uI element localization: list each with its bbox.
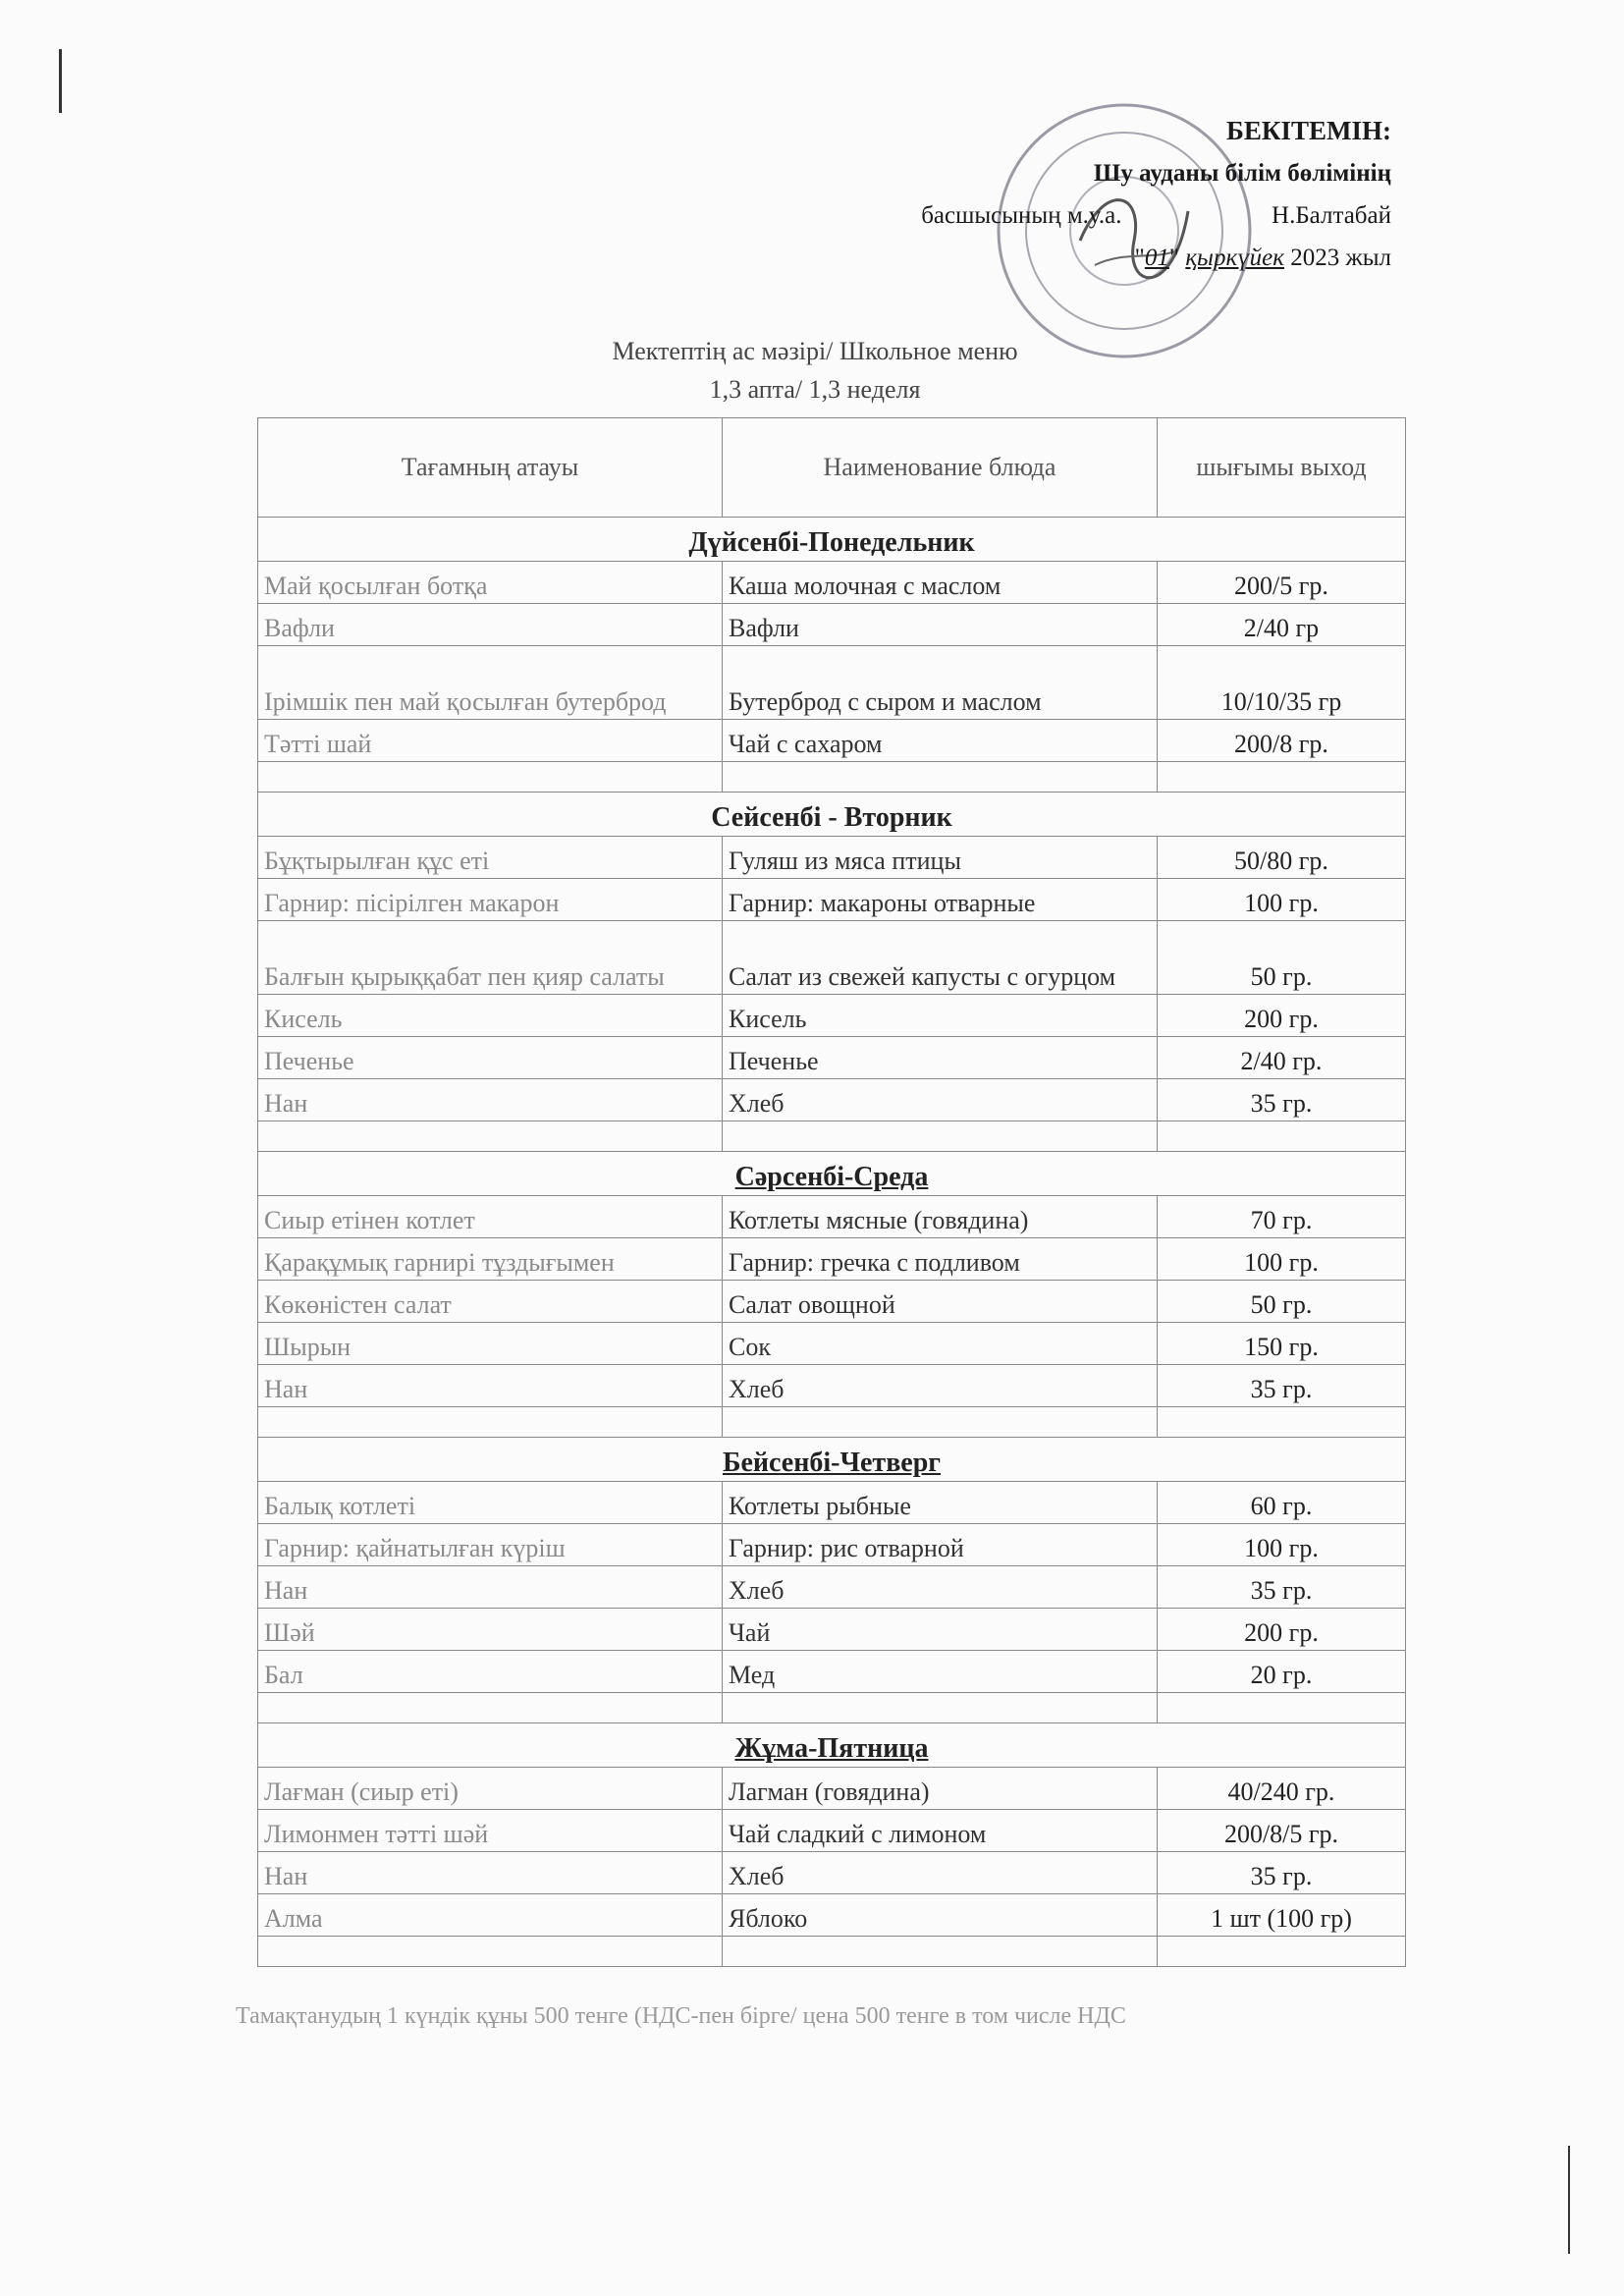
spacer-row [258, 1937, 1406, 1967]
spacer-cell [258, 1693, 723, 1723]
menu-item-out: 2/40 гр. [1158, 1037, 1406, 1079]
spacer-row [258, 1693, 1406, 1723]
spacer-row [258, 1121, 1406, 1152]
menu-item-ru: Лагман (говядина) [723, 1768, 1158, 1810]
menu-item-row [258, 1281, 1406, 1323]
day-name-label: Сейсенбі - Вторник [711, 802, 952, 833]
menu-item-kz: Нан [258, 1566, 723, 1609]
day-name [258, 1723, 1406, 1768]
menu-item-ru: Бутерброд с сыром и маслом [723, 646, 1158, 720]
menu-item-out: 100 гр. [1158, 879, 1406, 921]
menu-item-kz: Лимонмен тәтті шәй [258, 1810, 723, 1852]
scan-mark-right [1568, 2146, 1570, 2254]
menu-item-row [258, 995, 1406, 1037]
spacer-cell [723, 1407, 1158, 1438]
spacer-cell [258, 1937, 723, 1967]
menu-item-ru: Хлеб [723, 1852, 1158, 1894]
menu-item-kz: Сиыр етінен котлет [258, 1196, 723, 1238]
menu-item-kz: Алма [258, 1894, 723, 1937]
menu-item-kz: Нан [258, 1079, 723, 1121]
menu-item-kz: Бұқтырылған құс еті [258, 837, 723, 879]
menu-item-row [258, 1196, 1406, 1238]
menu-item-out: 35 гр. [1158, 1365, 1406, 1407]
menu-item-out: 200/8/5 гр. [1158, 1810, 1406, 1852]
menu-item-out: 10/10/35 гр [1158, 646, 1406, 720]
menu-item-kz: Балық котлеті [258, 1482, 723, 1524]
menu-item-out: 20 гр. [1158, 1651, 1406, 1693]
menu-item-kz: Ірімшік пен май қосылған бутерброд [258, 646, 723, 720]
menu-item-ru: Сок [723, 1323, 1158, 1365]
approval-name: Н.Балтабай [1272, 202, 1391, 229]
menu-item-row [258, 1238, 1406, 1281]
menu-title: Мектептің ас мәзірі/ Школьное меню [612, 337, 1018, 365]
spacer-cell [1158, 762, 1406, 793]
menu-item-kz: Тәтті шай [258, 720, 723, 762]
menu-item-out: 50 гр. [1158, 921, 1406, 995]
menu-table [257, 417, 1406, 1967]
day-name [258, 793, 1406, 837]
menu-item-row [258, 1566, 1406, 1609]
menu-item-ru: Печенье [723, 1037, 1158, 1079]
menu-item-out: 150 гр. [1158, 1323, 1406, 1365]
approval-signatory [743, 194, 1391, 237]
menu-item-ru: Гарнир: рис отварной [723, 1524, 1158, 1566]
menu-item-kz: Бал [258, 1651, 723, 1693]
menu-item-ru: Котлеты рыбные [723, 1482, 1158, 1524]
menu-subtitle: 1,3 апта/ 1,3 неделя [709, 375, 921, 404]
spacer-cell [1158, 1693, 1406, 1723]
menu-item-row [258, 720, 1406, 762]
menu-item-row [258, 1037, 1406, 1079]
menu-item-ru: Чай сладкий с лимоном [723, 1810, 1158, 1852]
day-row [258, 1152, 1406, 1196]
approval-department: Шу ауданы білім бөлімінің [1093, 160, 1391, 187]
menu-item-row [258, 1482, 1406, 1524]
menu-item-out: 100 гр. [1158, 1238, 1406, 1281]
menu-item-ru: Мед [723, 1651, 1158, 1693]
menu-item-row [258, 604, 1406, 646]
day-row [258, 518, 1406, 562]
menu-item-ru: Каша молочная с маслом [723, 562, 1158, 604]
menu-item-row [258, 1810, 1406, 1852]
menu-item-kz: Нан [258, 1365, 723, 1407]
approval-block [743, 110, 1391, 279]
day-name-label: Бейсенбі-Четверг [722, 1448, 942, 1478]
approval-date-day: 01 [1144, 245, 1169, 271]
menu-item-out: 40/240 гр. [1158, 1768, 1406, 1810]
menu-item-out: 50/80 гр. [1158, 837, 1406, 879]
menu-item-ru: Салат из свежей капусты с огурцом [723, 921, 1158, 995]
day-row [258, 793, 1406, 837]
spacer-row [258, 762, 1406, 793]
menu-item-row [258, 562, 1406, 604]
spacer-cell [1158, 1937, 1406, 1967]
spacer-cell [723, 1121, 1158, 1152]
menu-item-out: 35 гр. [1158, 1852, 1406, 1894]
menu-item-ru: Хлеб [723, 1566, 1158, 1609]
menu-item-row [258, 921, 1406, 995]
menu-item-ru: Вафли [723, 604, 1158, 646]
menu-item-out: 200 гр. [1158, 995, 1406, 1037]
spacer-cell [1158, 1407, 1406, 1438]
menu-item-ru: Яблоко [723, 1894, 1158, 1937]
spacer-cell [723, 762, 1158, 793]
menu-item-row [258, 879, 1406, 921]
menu-item-kz: Май қосылған ботқа [258, 562, 723, 604]
menu-item-ru: Салат овощной [723, 1281, 1158, 1323]
menu-table-body [258, 418, 1406, 1967]
menu-item-kz: Лағман (сиыр еті) [258, 1768, 723, 1810]
day-row [258, 1723, 1406, 1768]
menu-item-out: 100 гр. [1158, 1524, 1406, 1566]
menu-item-row [258, 1768, 1406, 1810]
menu-item-kz: Печенье [258, 1037, 723, 1079]
menu-item-kz: Кисель [258, 995, 723, 1037]
spacer-cell [258, 1121, 723, 1152]
menu-item-out: 50 гр. [1158, 1281, 1406, 1323]
menu-item-kz: Балғын қырыққабат пен қияр салаты [258, 921, 723, 995]
menu-item-kz: Қарақұмық гарнирі тұздығымен [258, 1238, 723, 1281]
menu-item-kz: Нан [258, 1852, 723, 1894]
menu-item-ru: Гуляш из мяса птицы [723, 837, 1158, 879]
header-output: шығымы выход [1158, 418, 1406, 518]
menu-item-row [258, 1609, 1406, 1651]
menu-item-row [258, 646, 1406, 720]
menu-item-out: 2/40 гр [1158, 604, 1406, 646]
menu-item-out: 35 гр. [1158, 1566, 1406, 1609]
menu-item-ru: Чай [723, 1609, 1158, 1651]
menu-item-kz: Вафли [258, 604, 723, 646]
menu-item-out: 70 гр. [1158, 1196, 1406, 1238]
menu-item-row [258, 1894, 1406, 1937]
menu-item-out: 200 гр. [1158, 1609, 1406, 1651]
approval-date-month: қыркүйек [1185, 245, 1284, 271]
spacer-row [258, 1407, 1406, 1438]
menu-item-kz: Көкөністен салат [258, 1281, 723, 1323]
price-footer: Тамақтанудың 1 күндік құны 500 тенге (НДС-пен бірге/ цена 500 тенге в том числе НДС [236, 2003, 1126, 2029]
day-name-label: Дүйсенбі-Понедельник [688, 527, 975, 558]
day-name [258, 518, 1406, 562]
approval-date: "01" қыркүйек 2023 жыл [1134, 245, 1391, 271]
menu-item-out: 60 гр. [1158, 1482, 1406, 1524]
approval-position: басшысының м.у.а. [921, 202, 1122, 229]
menu-item-row [258, 1524, 1406, 1566]
day-name [258, 1152, 1406, 1196]
menu-item-out: 35 гр. [1158, 1079, 1406, 1121]
menu-item-row [258, 1651, 1406, 1693]
day-name [258, 1438, 1406, 1482]
menu-item-row [258, 837, 1406, 879]
menu-item-ru: Чай с сахаром [723, 720, 1158, 762]
day-row [258, 1438, 1406, 1482]
menu-item-out: 200/8 гр. [1158, 720, 1406, 762]
menu-item-ru: Хлеб [723, 1365, 1158, 1407]
menu-item-row [258, 1323, 1406, 1365]
menu-item-row [258, 1852, 1406, 1894]
menu-item-ru: Гарнир: макароны отварные [723, 879, 1158, 921]
menu-item-row [258, 1365, 1406, 1407]
menu-item-kz: Шәй [258, 1609, 723, 1651]
menu-header-row [258, 418, 1406, 518]
menu-item-kz: Гарнир: қайнатылған күріш [258, 1524, 723, 1566]
spacer-cell [258, 1407, 723, 1438]
menu-item-ru: Котлеты мясные (говядина) [723, 1196, 1158, 1238]
menu-item-ru: Гарнир: гречка с подливом [723, 1238, 1158, 1281]
spacer-cell [723, 1693, 1158, 1723]
spacer-cell [723, 1937, 1158, 1967]
header-ru: Наименование блюда [723, 418, 1158, 518]
spacer-cell [1158, 1121, 1406, 1152]
menu-item-ru: Кисель [723, 995, 1158, 1037]
approval-date-year: 2023 жыл [1290, 245, 1391, 271]
approval-heading: БЕКІТЕМІН: [1226, 116, 1391, 145]
day-name-label: Сәрсенбі-Среда [734, 1162, 929, 1192]
day-name-label: Жұма-Пятница [734, 1733, 929, 1764]
menu-item-out: 1 шт (100 гр) [1158, 1894, 1406, 1937]
menu-item-row [258, 1079, 1406, 1121]
menu-item-kz: Шырын [258, 1323, 723, 1365]
scan-mark-left [59, 49, 62, 113]
menu-item-out: 200/5 гр. [1158, 562, 1406, 604]
menu-item-ru: Хлеб [723, 1079, 1158, 1121]
menu-item-kz: Гарнир: пісірілген макарон [258, 879, 723, 921]
spacer-cell [258, 762, 723, 793]
header-kz: Тағамның атауы [258, 418, 723, 518]
